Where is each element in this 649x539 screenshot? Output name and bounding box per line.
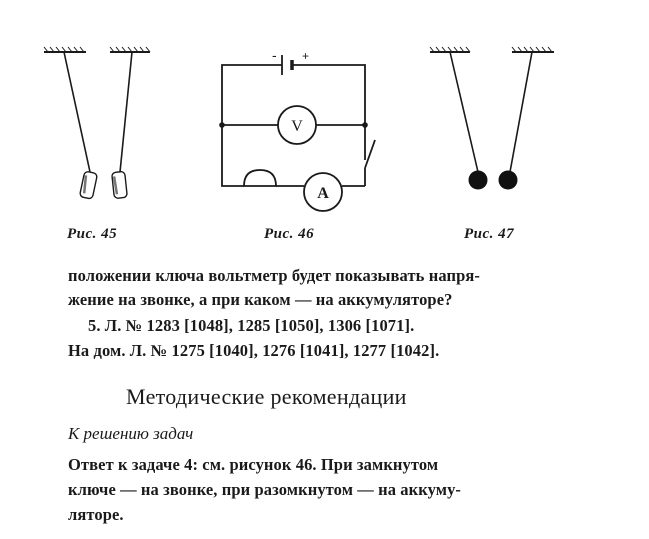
battery-plus-sign: +: [302, 49, 310, 63]
fig47-caption: Рис. 47: [464, 226, 515, 242]
figure-45-pendulums: [44, 47, 150, 199]
voltmeter-label: V: [291, 118, 303, 135]
battery-minus-sign: -: [272, 47, 277, 63]
fig47-right-ball: [499, 171, 518, 190]
text-line-2: жение на звонке, а при каком — на аккумуляторе?: [68, 290, 453, 309]
section-heading: Методические рекомендации: [126, 384, 407, 409]
figures-area: [0, 0, 649, 260]
fig45-caption: Рис. 45: [67, 226, 118, 242]
answer-line-2: ключе — на звонке, при разомкнутом — на аккуму-: [68, 480, 462, 499]
fig46-caption: Рис. 46: [264, 226, 315, 242]
text-line-3: 5. Л. № 1283 [1048], 1285 [1050], 1306 [1071].: [88, 316, 415, 335]
answer-line-3: ляторе.: [68, 505, 124, 524]
fig47-left-ball: [469, 171, 488, 190]
ammeter-label: A: [317, 185, 329, 202]
text-line-1: положении ключа вольтметр будет показывать напря-: [68, 266, 480, 285]
answer-line-1: Ответ к задаче 4: см. рисунок 46. При замкнутом: [68, 455, 439, 474]
text-line-4: На дом. Л. № 1275 [1040], 1276 [1041], 1277 [1042].: [68, 341, 440, 360]
figure-47-pendulums: [430, 47, 554, 172]
section-subheading: К решению задач: [68, 424, 194, 443]
junction-right: [362, 122, 368, 128]
junction-left: [219, 122, 225, 128]
